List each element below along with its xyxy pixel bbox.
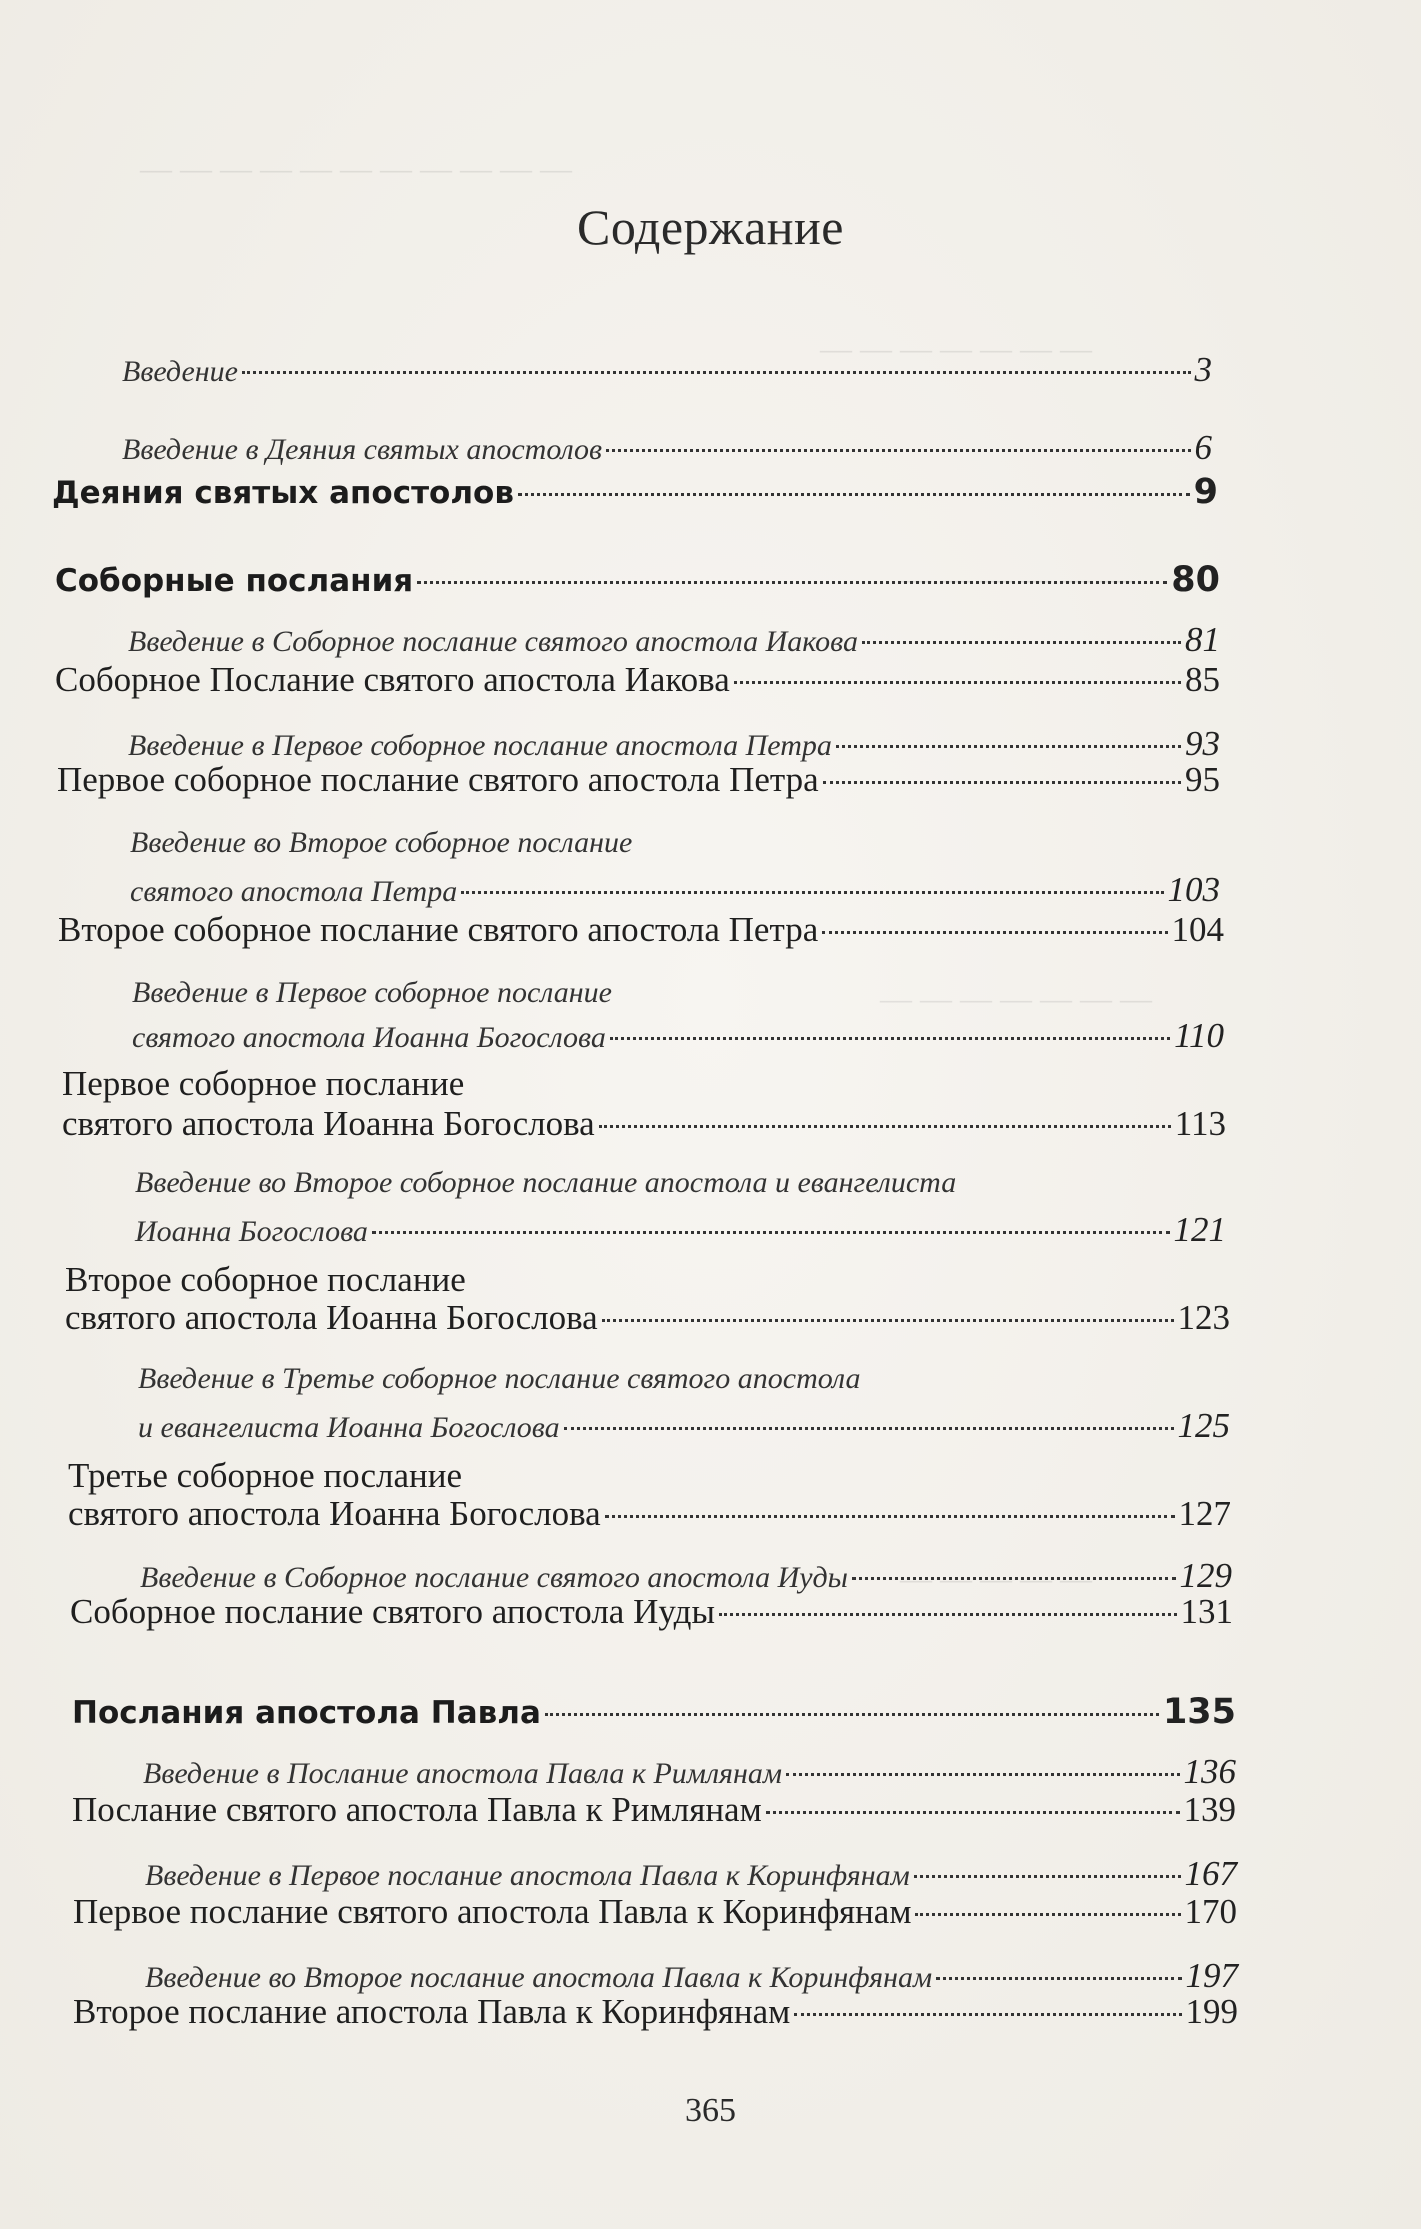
dot-leader [545,1713,1159,1716]
dot-leader [794,2013,1181,2016]
dot-leader [822,931,1167,934]
toc-entry-label: Первое послание святого апостола Павла к Коринфянам [73,1892,912,1931]
toc-page-number: 139 [1183,1790,1236,1829]
toc-entry-2john[interactable] [65,1298,1230,1338]
dot-leader [461,891,1163,894]
toc-entry-intro-1john-line1[interactable]: Введение в Первое соборное послание [132,976,612,1009]
toc-page-number: 199 [1185,1992,1238,2031]
toc-entry-label: Иоанна Богослова [135,1215,368,1248]
toc-entry-1john[interactable] [62,1104,1226,1144]
toc-entry-label: Соборное Послание святого апостола Иакова [55,660,730,699]
dot-leader [417,581,1167,584]
toc-entry-intro-jude[interactable] [140,1556,1232,1596]
toc-entry-intro-2john-line1[interactable]: Введение во Второе соборное послание апостола и евангелиста [135,1166,957,1199]
toc-entry-1john-line1[interactable]: Первое соборное послание [62,1064,465,1103]
toc-page-number: 6 [1194,428,1212,467]
toc-page-number: 167 [1184,1854,1237,1893]
page-number: 365 [685,2092,736,2129]
toc-section-pauline-epistles[interactable] [72,1692,1236,1732]
toc-page-number: 95 [1185,760,1220,799]
dot-leader [719,1613,1177,1616]
toc-entry-james[interactable] [55,660,1220,700]
toc-entry-2john-line1[interactable]: Второе соборное послание [65,1260,466,1299]
toc-entry-intro-romans[interactable] [143,1752,1236,1792]
toc-page-number: 85 [1185,660,1220,699]
toc-entry-intro-2corinthians[interactable] [145,1956,1238,1996]
dot-leader [518,493,1190,496]
toc-entry-intro-2john[interactable] [135,1210,1226,1250]
toc-entry-2corinthians[interactable] [73,1992,1238,2032]
toc-page-number: 197 [1185,1956,1238,1995]
dot-leader [242,371,1191,374]
dot-leader [836,745,1181,748]
toc-entry-label: Послания апостола Павла [72,1695,541,1731]
toc-entry-label: Введение в Послание апостола Павла к Римлянам [143,1757,782,1790]
toc-entry-intro-james[interactable] [128,620,1220,660]
toc-page-number: 80 [1171,560,1220,600]
toc-entry-label: святого апостола Иоанна Богослова [65,1298,598,1337]
toc-entry-label: Послание святого апостола Павла к Римлянам [72,1790,762,1829]
toc-entry-intro-1john[interactable] [132,1016,1224,1056]
bleed-through-text: — — — — — — — [880,980,1152,1016]
toc-page-number: 3 [1194,350,1212,389]
toc-page-number: 104 [1171,910,1224,949]
toc-page-number: 103 [1167,870,1220,909]
toc-entry-intro-2peter-line1[interactable]: Введение во Второе соборное послание [130,826,633,859]
toc-entry-label: Соборное послание святого апостола Иуды [70,1592,715,1631]
bleed-through-text: — — — — — — — [820,330,1092,366]
toc-entry-label: Соборные послания [55,563,414,599]
toc-entry-label: святого апостола Петра [130,875,458,908]
toc-entry-label: Введение в Первое соборное послание апостола Петра [128,729,832,762]
toc-entry-label: Второе послание апостола Павла к Коринфянам [73,1992,791,2031]
dot-leader [862,641,1181,644]
toc-page-number: 170 [1184,1892,1237,1931]
toc-entry-3john[interactable] [68,1494,1231,1534]
dot-leader [372,1231,1170,1234]
toc-entry-label: святого апостола Иоанна Богослова [62,1104,595,1143]
dot-leader [599,1125,1171,1128]
dot-leader [606,449,1190,452]
dot-leader [915,1913,1180,1916]
toc-entry-label: и евангелиста Иоанна Богослова [138,1411,560,1444]
toc-entry-jude[interactable] [70,1592,1233,1632]
toc-page-number: 131 [1180,1592,1233,1631]
toc-page-number: 113 [1174,1104,1226,1143]
toc-page-number: 110 [1174,1016,1224,1055]
toc-page-number: 135 [1162,1692,1236,1732]
bleed-through-text: — — — — — — [900,560,1132,596]
toc-entry-intro-3john-line1[interactable]: Введение в Третье соборное послание святого апостола [138,1362,861,1395]
toc-entry-label: Введение в Деяния святых апостолов [122,433,603,466]
toc-entry-3john-line1[interactable]: Третье соборное послание [68,1456,463,1495]
page-title: Содержание [577,199,844,255]
dot-leader [564,1427,1174,1430]
toc-page-number: 121 [1173,1210,1226,1249]
toc-page-number: 9 [1193,472,1218,512]
toc-entry-label: святого апостола Иоанна Богослова [68,1494,601,1533]
dot-leader [766,1811,1180,1814]
toc-page-number: 93 [1185,724,1220,763]
toc-entry-1corinthians[interactable] [73,1892,1237,1932]
toc-entry-1peter[interactable] [57,760,1220,800]
toc-entry-romans[interactable] [72,1790,1236,1830]
toc-page-number: 125 [1177,1406,1230,1445]
dot-leader [936,1977,1181,1980]
toc-entry-intro-3john[interactable] [138,1406,1230,1446]
toc-entry-intro-acts[interactable] [122,428,1212,468]
toc-page-number: 123 [1177,1298,1230,1337]
toc-entry-label: Деяния святых апостолов [52,475,514,511]
dot-leader [852,1577,1176,1580]
toc-entry-label: Введение в Соборное послание святого апостола Иакова [128,625,858,658]
toc-entry-intro-2peter[interactable] [130,870,1220,910]
toc-entry-introduction[interactable] [122,350,1212,390]
toc-entry-intro-1peter[interactable] [128,724,1220,764]
toc-entry-intro-1corinthians[interactable] [145,1854,1237,1894]
bleed-through-text: — — — — — [900,1560,1092,1596]
dot-leader [823,781,1181,784]
toc-entry-label: Первое соборное послание святого апостола Петра [57,760,819,799]
toc-section-acts[interactable] [52,472,1218,512]
toc-entry-label: Второе соборное послание святого апостола Петра [58,910,819,949]
bleed-through-text: — — — — — — — — — — — [140,150,572,186]
dot-leader [786,1773,1180,1776]
dot-leader [914,1875,1181,1878]
dot-leader [602,1319,1174,1322]
toc-entry-label: Введение в Первое послание апостола Павла к Коринфянам [145,1859,910,1892]
toc-page-number: 127 [1178,1494,1231,1533]
toc-entry-label: святого апостола Иоанна Богослова [132,1021,606,1054]
toc-entry-label: Введение в Соборное послание святого апостола Иуды [140,1561,848,1594]
toc-entry-2peter[interactable] [58,910,1224,950]
toc-entry-label: Введение во Второе послание апостола Павла к Коринфянам [145,1961,933,1994]
toc-entry-label: Введение [122,355,238,388]
toc-page-number: 129 [1179,1556,1232,1595]
toc-section-catholic-epistles[interactable] [55,560,1220,600]
toc-page-number: 81 [1185,620,1220,659]
dot-leader [610,1037,1170,1040]
dot-leader [734,681,1181,684]
dot-leader [605,1515,1175,1518]
toc-page-number: 136 [1183,1752,1236,1791]
